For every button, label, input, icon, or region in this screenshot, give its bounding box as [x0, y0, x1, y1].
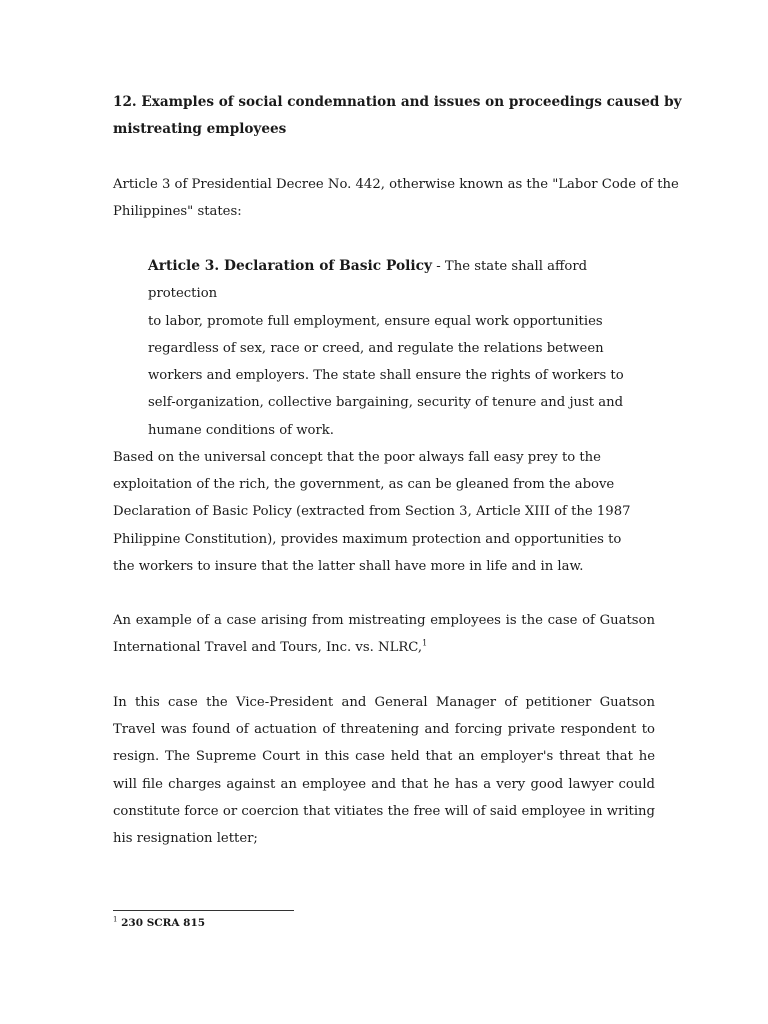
footnote-text: 230 SCRA 815	[121, 917, 206, 929]
paragraph-case-example	[113, 607, 655, 661]
article-quote-line-5: self-organization, collective bargaining, security of tenure and just and	[148, 395, 624, 411]
article-quote-title: Article 3. Declaration of Basic Policy	[148, 258, 433, 274]
footnote	[113, 917, 205, 929]
article-quote-line-2: to labor, promote full employment, ensure equal work opportunities	[148, 313, 603, 329]
paragraph-case-details: In this case the Vice-President and General Manager of petitioner Guatson Travel was found of actuation of threatening and forcing private respondent to resign. The Supreme Court in this case held that an employer's threat that he will file charges against an employee and that he has a very good lawyer could constitute force or coercion that vitiates the free will of said employee in writing his resignation letter;	[113, 695, 655, 847]
footnote-reference[interactable]: 1	[422, 638, 428, 648]
intro-line-2: Philippines" states:	[113, 204, 242, 219]
section-heading-line-2: mistreating employees	[113, 121, 287, 137]
article-quote-separator: -	[432, 259, 445, 274]
footnote-divider	[113, 910, 294, 911]
paragraph-2-text: An example of a case arising from mistreating employees is the case of Guatson International Travel and Tours, Inc. vs. NLRC,	[113, 613, 655, 656]
intro-line-1: Article 3 of Presidential Decree No. 442, otherwise known as the "Labor Code of the	[113, 177, 679, 192]
article-quote-text-1: The state shall afford protection	[148, 259, 588, 302]
paragraph-universal-concept	[113, 444, 673, 580]
article-quote-line-6: humane conditions of work.	[148, 422, 334, 438]
article-quote	[148, 253, 648, 444]
article-quote-line-3: regardless of sex, race or creed, and regulate the relations between	[148, 340, 604, 356]
paragraph-1-line-1: Based on the universal concept that the poor always fall easy prey to the	[113, 450, 601, 465]
article-quote-line-1	[148, 253, 648, 308]
section-heading-line-1: 12. Examples of social condemnation and issues on proceedings caused by	[113, 94, 682, 110]
paragraph-1-line-2: exploitation of the rich, the government, as can be gleaned from the above	[113, 477, 615, 493]
paragraph-1-line-4: Philippine Constitution), provides maximum protection and opportunities to	[113, 531, 622, 547]
footnote-number: 1	[113, 915, 118, 924]
paragraph-1-line-5: the workers to insure that the latter shall have more in life and in law.	[113, 558, 584, 574]
article-quote-line-4: workers and employers. The state shall ensure the rights of workers to	[148, 368, 624, 384]
paragraph-1-line-3: Declaration of Basic Policy (extracted from Section 3, Article XIII of the 1987	[113, 504, 631, 520]
